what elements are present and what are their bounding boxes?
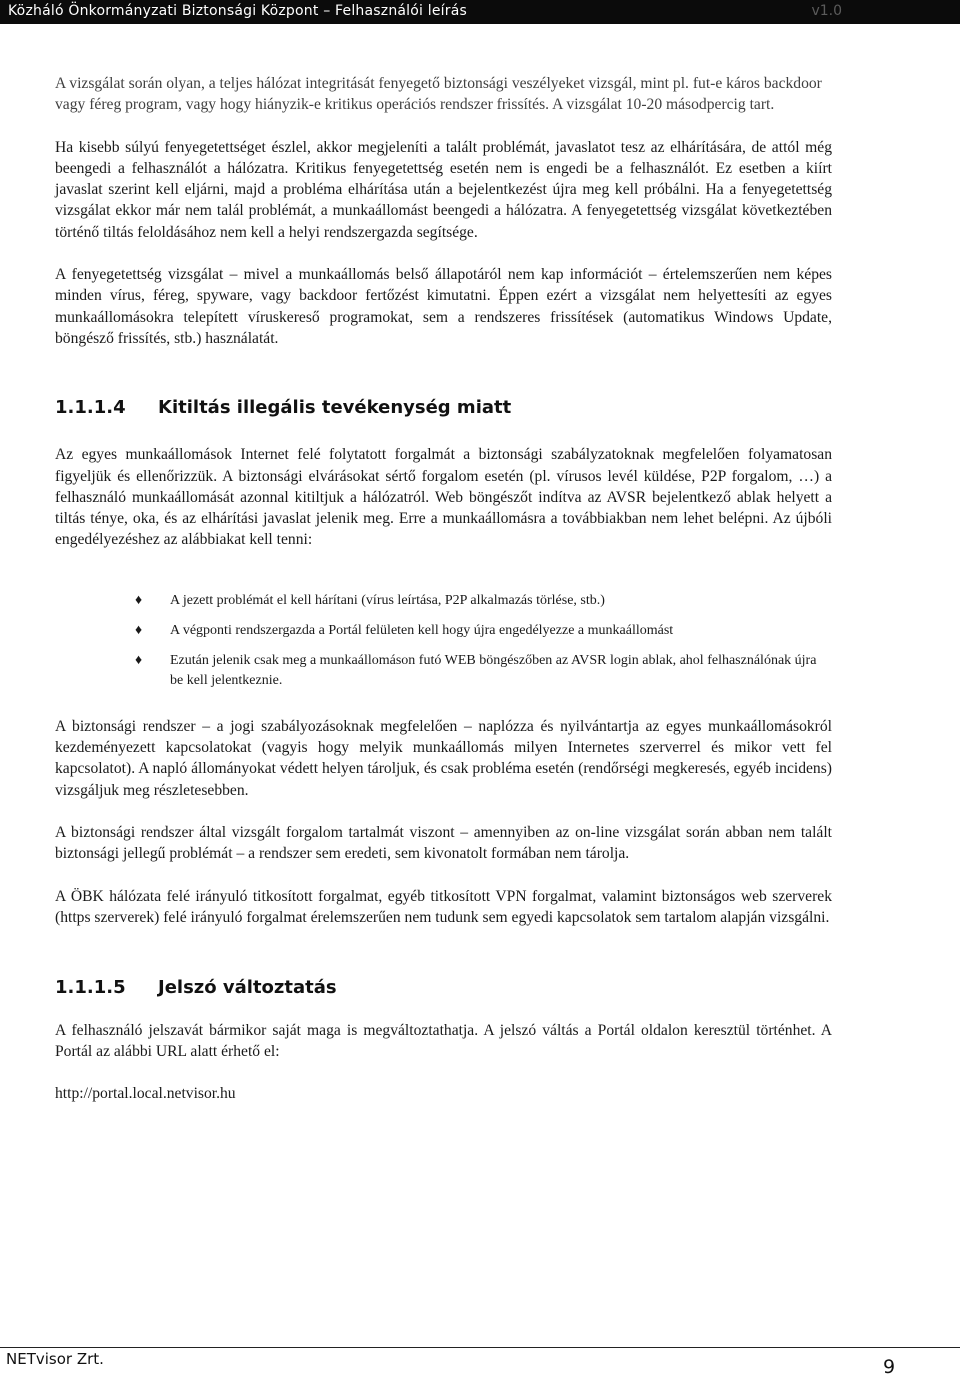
document-header <box>0 0 960 24</box>
diamond-bullet-icon: ♦ <box>135 622 143 638</box>
paragraph-scan-limits: A fenyegetettség vizsgálat – mivel a munkaállomás belső állapotáról nem kap információt – értelemszerűen nem képes minden vírus, féreg, spyware, vagy backdoor fertőzést kimutatni. Éppen ezért a vizsgálat nem helyettesíti az egyes munkaállomásokra telepített víruskereső programokat, sem a rendszeres frissítések (automatikus Windows Update, böngésző frissítés, stb.) használatát. <box>55 266 832 347</box>
paragraph-logging: A biztonsági rendszer – a jogi szabályozásoknak megfelelően – naplózza és nyilvántartja az egyes munkaállomásokról kezdeményezett kapcsolatokat (vagyis hogy melyik munkaállomás milyen Internetes szerverrel és mikor vett fel kapcsolatot). A napló állományokat védett helyen tároljuk, és csak probléma esetén (rendőrségi megkeresés, egyéb incidens) vizsgáljuk meg részletesebben. <box>55 717 832 799</box>
section-title: Kitiltás illegális tevékenység miatt <box>158 397 512 419</box>
paragraph-traffic-monitoring: Az egyes munkaállomások Internet felé folytatott forgalmát a biztonsági szabályzatoknak megfelelően folyamatosan figyeljük és ellenőrizzük. A biztonsági elvárásokat sértő forgalom esetén (pl. vírusos levél küldése, P2P forgalom, …) a felhasználó munkaállomását azonnal kitiltjuk a hálózatról. Web böngészőt indítva az AVSR bejelentkező ablak helyett a tiltás ténye, oka, és az elhárítási javaslat jelenik meg. Erre a munkaállomásra a továbbiakban nem lehet belépni. Az újbóli engedélyezéshez az alábbiakat kell tenni: <box>55 446 832 549</box>
diamond-bullet-icon: ♦ <box>135 592 143 608</box>
section-number: 1.1.1.4 <box>55 397 126 419</box>
paragraph-scan-intro: A vizsgálat során olyan, a teljes hálózat integritását fenyegető biztonsági veszélyeket vizsgál, mint pl. fut-e káros backdoor vagy féreg program, vagy hogy hiányzik-e kritikus operációs rendszer frissítés. A vizsgálat 10-20 másodpercig tart. <box>55 75 822 114</box>
header-version: v1.0 <box>811 3 842 19</box>
section-heading-ban <box>55 396 832 420</box>
section-number: 1.1.1.5 <box>55 977 126 999</box>
paragraph-encrypted-traffic: A ÖBK hálózata felé irányuló titkosított forgalmat, egyéb titkosított VPN forgalmat, valamint biztonságos web szerverek (https szerverek) felé irányuló forgalmat érelemszerűen nem tudunk sem egyedi kapcsolatok sem tartalom alapján vizsgálni. <box>55 887 832 926</box>
bullet-list <box>55 591 832 691</box>
section-heading-password <box>55 976 832 1000</box>
list-item: ♦ Ezután jelenik csak meg a munkaállomáson futó WEB böngészőben az AVSR login ablak, ahol felhasználónak újra be kell jelentkeznie. <box>135 652 817 688</box>
list-item: ♦ A jezett problémát el kell hárítani (vírus leírtása, P2P alkalmazás törlése, stb.) <box>55 591 832 611</box>
portal-url-link[interactable]: http://portal.local.netvisor.hu <box>55 1084 236 1102</box>
document-body <box>55 73 832 1103</box>
paragraph-content-not-stored: A biztonsági rendszer által vizsgált forgalom tartalmát viszont – amennyiben az on-line vizsgálat során abban nem talált biztonsági jellegű problémát – a rendszer sem eredeti, sem kivonatolt formában nem tárolja. <box>55 823 832 863</box>
footer-company: NETvisor Zrt. <box>6 1350 104 1368</box>
diamond-bullet-icon: ♦ <box>135 652 143 668</box>
header-title: Közháló Önkormányzati Biztonsági Központ – Felhasználói leírás <box>8 3 467 19</box>
page-number: 9 <box>883 1356 896 1378</box>
list-item: ♦ A végponti rendszergazda a Portál felületen kell hogy újra engedélyezze a munkaállomást <box>55 621 832 641</box>
section-title: Jelszó változtatás <box>158 977 337 999</box>
footer-divider <box>0 1347 960 1348</box>
paragraph-password-change: A felhasználó jelszavát bármikor saját maga is megváltoztathatja. A jelszó váltás a Portál oldalon keresztül történhet. A Portál az alábbi URL alatt érhető el: <box>55 1022 832 1061</box>
paragraph-minor-threat: Ha kisebb súlyú fenyegetettséget észlel, akkor megjeleníti a talált problémát, javaslatot tesz az elhárítására, de attól még beengedi a felhasználót a hálózatra. Kritikus fenyegetettség esetén nem is engedi be a felhasználót. Ez esetben a kiírt javaslat szerint kell eljárni, majd a probléma elhárítása után a bejelentkezést újra meg kell próbálni. Ha a fenyegetettség vizsgálat ekkor már nem talál problémát, a munkaállomást beengedi a hálózatra. A fenyegetettség vizsgálat következtében történő tiltás feloldásához nem kell a helyi rendszergazda segítsége. <box>55 138 832 241</box>
